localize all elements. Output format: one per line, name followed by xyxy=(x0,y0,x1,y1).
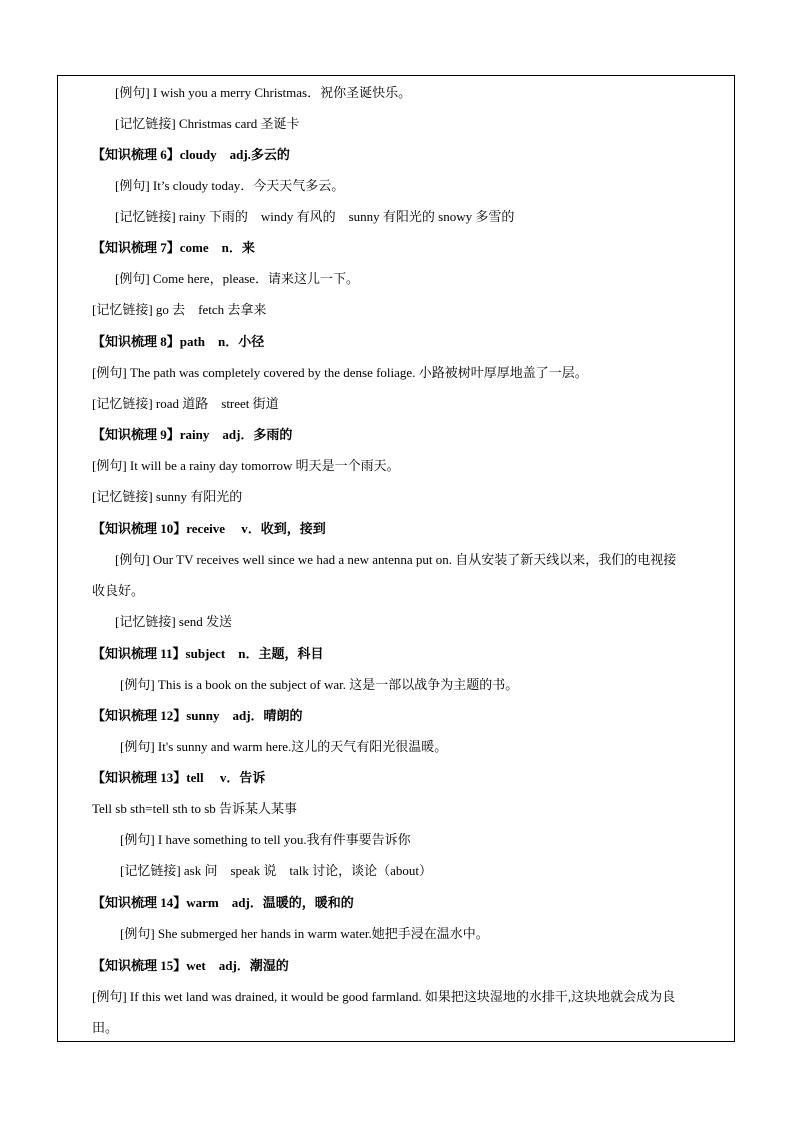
knowledge-heading-9: 【知识梳理 9】rainy adj．多雨的 xyxy=(92,427,293,442)
knowledge-heading-8: 【知识梳理 8】path n．小径 xyxy=(92,334,265,349)
knowledge-heading-6: 【知识梳理 6】cloudy adj.多云的 xyxy=(92,147,290,162)
example-sentence: [例句] She submerged her hands in warm water.她把手浸在温水中。 xyxy=(120,926,489,941)
knowledge-heading-14: 【知识梳理 14】warm adj．温暖的，暖和的 xyxy=(92,895,354,910)
example-sentence: [例句] If this wet land was drained, it would be good farmland. 如果把这块湿地的水排干,这块地就会成为良 xyxy=(92,989,676,1004)
example-sentence: [例句] Our TV receives well since we had a new antenna put on. 自从安装了新天线以来，我们的电视接 xyxy=(115,552,677,567)
example-sentence-continued: 田。 xyxy=(92,1020,119,1035)
knowledge-heading-12: 【知识梳理 12】sunny adj．晴朗的 xyxy=(92,708,303,723)
example-sentence: [例句] I have something to tell you.我有件事要告诉你 xyxy=(120,832,411,847)
knowledge-heading-15: 【知识梳理 15】wet adj．潮湿的 xyxy=(92,958,289,973)
knowledge-heading-13: 【知识梳理 13】tell v．告诉 xyxy=(92,770,266,785)
example-sentence: [例句] I wish you a merry Christmas．祝你圣诞快乐。 xyxy=(115,85,412,100)
example-sentence: [例句] Come here，please．请来这儿一下。 xyxy=(115,271,360,286)
knowledge-heading-7: 【知识梳理 7】come n．来 xyxy=(92,240,255,255)
knowledge-heading-10: 【知识梳理 10】receive v．收到，接到 xyxy=(92,521,326,536)
usage-note: Tell sb sth=tell sth to sb 告诉某人某事 xyxy=(92,801,298,816)
example-sentence-continued: 收良好。 xyxy=(92,583,145,598)
knowledge-heading-11: 【知识梳理 11】subject n．主题，科目 xyxy=(92,646,324,661)
example-sentence: [例句] This is a book on the subject of war. 这是一部以战争为主题的书。 xyxy=(120,677,519,692)
example-sentence: [例句] It will be a rainy day tomorrow 明天是一个雨天。 xyxy=(92,458,400,473)
memory-link: [记忆链接] send 发送 xyxy=(115,614,232,629)
memory-link: [记忆链接] sunny 有阳光的 xyxy=(92,489,243,504)
memory-link: [记忆链接] Christmas card 圣诞卡 xyxy=(115,116,300,131)
example-sentence: [例句] The path was completely covered by the dense foliage. 小路被树叶厚厚地盖了一层。 xyxy=(92,365,588,380)
memory-link: [记忆链接] ask 问 speak 说 talk 讨论，谈论（about） xyxy=(120,863,432,878)
memory-link: [记忆链接] rainy 下雨的 windy 有风的 sunny 有阳光的 snowy 多雪的 xyxy=(115,209,515,224)
memory-link: [记忆链接] road 道路 street 街道 xyxy=(92,396,279,411)
example-sentence: [例句] It's sunny and warm here.这儿的天气有阳光很温暖。 xyxy=(120,739,448,754)
example-sentence: [例句] It’s cloudy today．今天天气多云。 xyxy=(115,178,345,193)
memory-link: [记忆链接] go 去 fetch 去拿来 xyxy=(92,302,267,317)
